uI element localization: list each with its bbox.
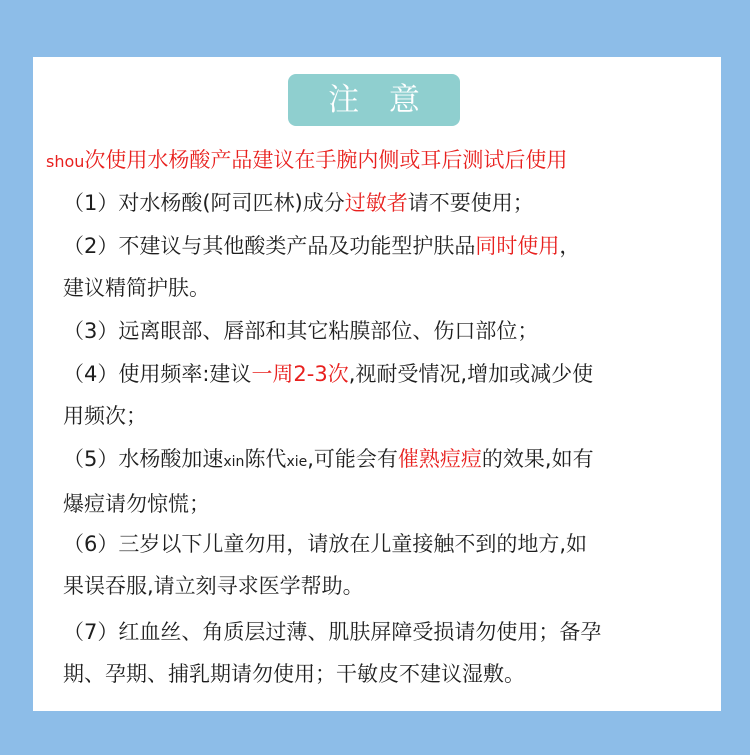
item-text: （4）使用频率:建议: [63, 362, 252, 386]
warning-prefix: shou: [46, 152, 85, 171]
item-6-line-2: [63, 565, 693, 607]
notice-item-3: [63, 310, 693, 352]
item-text: ,视耐受情况,增加或减少使: [348, 362, 594, 386]
item-5-line-2: [63, 483, 693, 525]
item-text: （3）远离眼部、唇部和其它粘膜部位、伤口部位；: [63, 319, 539, 343]
notice-item-5: [63, 438, 693, 525]
item-1-line-1: [63, 182, 693, 224]
highlight-text: 催熟痘痘: [397, 447, 482, 471]
item-text: 果误吞服,请立刻寻求医学帮助。: [63, 574, 364, 598]
notice-item-6: [63, 523, 693, 607]
highlight-text: 过敏者: [344, 191, 408, 215]
item-text: （6）三岁以下儿童勿用，请放在儿童接触不到的地方,如: [63, 532, 588, 556]
item-text: 用频次；: [63, 404, 147, 428]
item-text: 建议精简护肤。: [63, 276, 210, 300]
notice-title: 注 意: [288, 74, 460, 126]
item-text: ，: [559, 234, 581, 258]
item-4-line-1: [63, 353, 693, 395]
notice-item-4: [63, 353, 693, 437]
item-text: 陈代: [244, 447, 287, 471]
item-text: （5）水杨酸加速: [63, 447, 224, 471]
pinyin-text: xie: [286, 454, 308, 470]
item-text: （1）对水杨酸(阿司匹林)成分: [63, 191, 345, 215]
highlight-text: 同时使用: [475, 234, 560, 258]
item-5-line-1: [63, 438, 693, 483]
test-warning: [46, 145, 716, 177]
item-text: 期、孕期、捕乳期请勿使用；干敏皮不建议湿敷。: [63, 662, 525, 686]
item-text: ,可能会有: [307, 447, 398, 471]
pinyin-text: xin: [223, 454, 245, 470]
item-4-line-2: [63, 395, 693, 437]
item-6-line-1: [63, 523, 693, 565]
item-7-line-2: [63, 653, 693, 695]
item-text: 请不要使用；: [407, 191, 534, 215]
notice-item-1: [63, 182, 693, 224]
notice-item-2: [63, 225, 693, 309]
item-text: 的效果,如有: [481, 447, 594, 471]
item-text: 爆痘请勿惊慌；: [63, 492, 210, 516]
item-text: （7）红血丝、角质层过薄、肌肤屏障受损请勿使用；备孕: [63, 620, 602, 644]
item-text: （2）不建议与其他酸类产品及功能型护肤品: [63, 234, 476, 258]
item-2-line-1: [63, 225, 693, 267]
notice-item-7: [63, 611, 693, 695]
notice-card: [33, 57, 721, 711]
item-2-line-2: [63, 267, 693, 309]
item-3-line-1: [63, 310, 693, 352]
item-7-line-1: [63, 611, 693, 653]
highlight-text: 一周2-3次: [251, 362, 349, 386]
warning-text: 次使用水杨酸产品建议在手腕内侧或耳后测试后使用: [84, 148, 568, 172]
